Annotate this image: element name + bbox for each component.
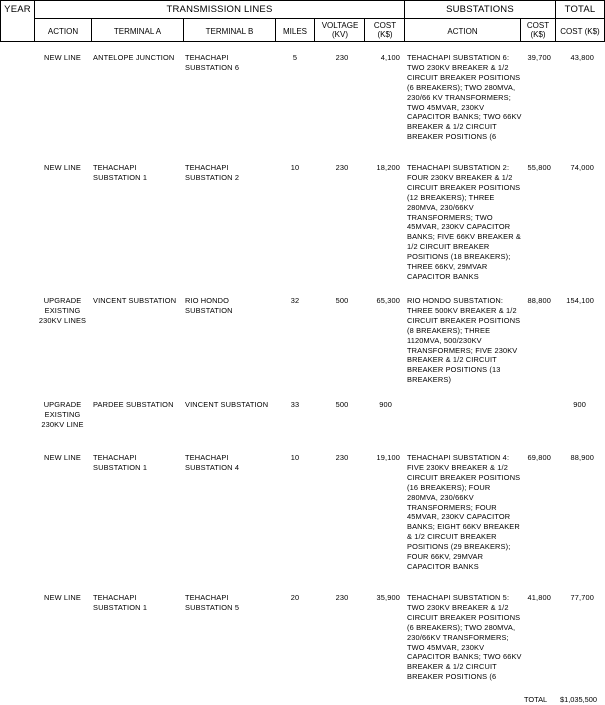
row-miles: 20 [290, 593, 300, 602]
row-voltage: 500 [335, 400, 349, 409]
row-action: NEW LINE [44, 163, 81, 172]
row-total-cost: 43,800 [570, 53, 594, 62]
year-header: YEAR [4, 4, 31, 15]
terminal-b-column-header: TERMINAL B [205, 27, 254, 36]
row-substation-cost: 69,800 [527, 453, 551, 462]
row-terminal-b: RIO HONDO SUBSTATION [185, 296, 233, 315]
substation-cost-column-header: COST (K$) [526, 21, 550, 39]
row-voltage: 500 [335, 296, 349, 305]
row-terminal-a: PARDEE SUBSTATION [93, 400, 174, 409]
action-column-header: ACTION [47, 27, 79, 36]
row-substation-action: TEHACHAPI SUBSTATION 5: TWO 230KV BREAKER & 1/2 CIRCUIT BREAKER POSITIONS (6 BREAKERS); TWO 280MVA, 230/66KV TRANSFORMERS; TWO 45MVAR, 230KV CAPACITOR BANKS; TWO 66KV BREAKER & 1/2 CIRCUIT BREAKER POSITIONS (6 [407, 593, 522, 682]
row-miles: 33 [290, 400, 300, 409]
row-total-cost: 77,700 [570, 593, 594, 602]
row-terminal-a: TEHACHAPI SUBSTATION 1 [93, 453, 148, 472]
row-voltage: 230 [335, 53, 349, 62]
row-terminal-a: TEHACHAPI SUBSTATION 1 [93, 163, 148, 182]
terminal-a-column-header: TERMINAL A [113, 27, 162, 36]
row-substation-action: TEHACHAPI SUBSTATION 2: FOUR 230KV BREAKER & 1/2 CIRCUIT BREAKER POSITIONS (12 BREAKERS); THREE 280MVA, 230/66KV TRANSFORMERS; TWO 45MVAR, 230KV CAPACITOR BANKS; FIVE 66KV BREAKER & 1/2 CIRCUIT BREAKER POSITIONS (18 BREAKERS); THREE 66KV, 29MVAR CAPACITOR BANKS [407, 163, 521, 281]
row-terminal-b: TEHACHAPI SUBSTATION 2 [185, 163, 240, 182]
row-substation-action: TEHACHAPI SUBSTATION 6: TWO 230KV BREAKER & 1/2 CIRCUIT BREAKER POSITIONS (6 BREAKERS); TWO 280MVA, 230/66 KV TRANSFORMERS; TWO 45MVAR, 230KV CAPACITOR BANKS; TWO 66KV BREAKER & 1/2 CIRCUIT BREAKER POSITIONS (6 [407, 53, 522, 142]
substation-action-column-header: ACTION [447, 27, 478, 36]
row-total-cost: 74,000 [570, 163, 594, 172]
row-total-cost: 88,900 [570, 453, 594, 462]
row-terminal-a: ANTELOPE JUNCTION [93, 53, 175, 62]
row-substation-cost: 41,800 [527, 593, 551, 602]
row-miles: 32 [290, 296, 300, 305]
row-substation-cost: 39,700 [527, 53, 551, 62]
row-line-cost: 900 [379, 400, 392, 409]
grand-total-value: $1,035,500 [560, 695, 597, 704]
row-line-cost: 35,900 [376, 593, 400, 602]
row-substation-cost: 88,800 [527, 296, 551, 305]
row-voltage: 230 [335, 163, 349, 172]
row-voltage: 230 [335, 453, 349, 462]
row-substation-action: TEHACHAPI SUBSTATION 4: FIVE 230KV BREAKER & 1/2 CIRCUIT BREAKER POSITIONS (16 BREAKERS); FOUR 280MVA, 230/66KV TRANSFORMERS; FOUR 45MVAR, 230KV CAPACITOR BANKS; EIGHT 66KV BREAKER & 1/2 CIRCUIT BREAKER POSITIONS (29 BREAKERS); FOUR 66KV, 29MVAR CAPACITOR BANKS [407, 453, 521, 571]
row-line-cost: 65,300 [376, 296, 400, 305]
row-action: UPGRADE EXISTING 230KV LINES [38, 296, 87, 325]
row-terminal-b: TEHACHAPI SUBSTATION 5 [185, 593, 240, 612]
transmission-lines-header: TRANSMISSION LINES [166, 4, 273, 15]
row-miles: 5 [292, 53, 298, 62]
row-line-cost: 18,200 [376, 163, 400, 172]
row-action: UPGRADE EXISTING 230KV LINE [41, 400, 84, 429]
divider [364, 18, 365, 42]
row-action: NEW LINE [44, 593, 81, 602]
row-terminal-b: TEHACHAPI SUBSTATION 6 [185, 53, 240, 72]
row-terminal-b: TEHACHAPI SUBSTATION 4 [185, 453, 240, 472]
row-terminal-a: VINCENT SUBSTATION [93, 296, 177, 305]
row-total-cost: 900 [573, 400, 586, 409]
cost-column-header: COST (K$) [373, 21, 397, 39]
row-action: NEW LINE [44, 453, 81, 462]
row-voltage: 230 [335, 593, 349, 602]
substations-header: SUBSTATIONS [446, 4, 514, 15]
row-miles: 10 [290, 163, 300, 172]
row-total-cost: 154,100 [566, 296, 594, 305]
row-miles: 10 [290, 453, 300, 462]
grand-total-label: TOTAL [524, 695, 548, 704]
row-line-cost: 4,100 [380, 53, 400, 62]
voltage-column-header: VOLTAGE (KV) [321, 21, 359, 39]
total-header: TOTAL [564, 4, 596, 15]
divider [520, 18, 521, 42]
row-substation-action: RIO HONDO SUBSTATION: THREE 500KV BREAKER & 1/2 CIRCUIT BREAKER POSITIONS (8 BREAKERS); THREE 1120MVA, 500/230KV TRANSFORMERS; FIVE 230KV BREAKER & 1/2 CIRCUIT BREAKER POSITIONS (13 BREAKERS) [407, 296, 521, 385]
miles-column-header: MILES [282, 27, 307, 36]
row-substation-cost: 55,800 [527, 163, 551, 172]
divider [314, 18, 315, 42]
total-cost-column-header: COST (K$) [560, 27, 600, 36]
row-line-cost: 19,100 [376, 453, 400, 462]
header-top-border [0, 0, 605, 1]
row-action: NEW LINE [44, 53, 81, 62]
row-terminal-a: TEHACHAPI SUBSTATION 1 [93, 593, 148, 612]
row-terminal-b: VINCENT SUBSTATION [185, 400, 269, 409]
